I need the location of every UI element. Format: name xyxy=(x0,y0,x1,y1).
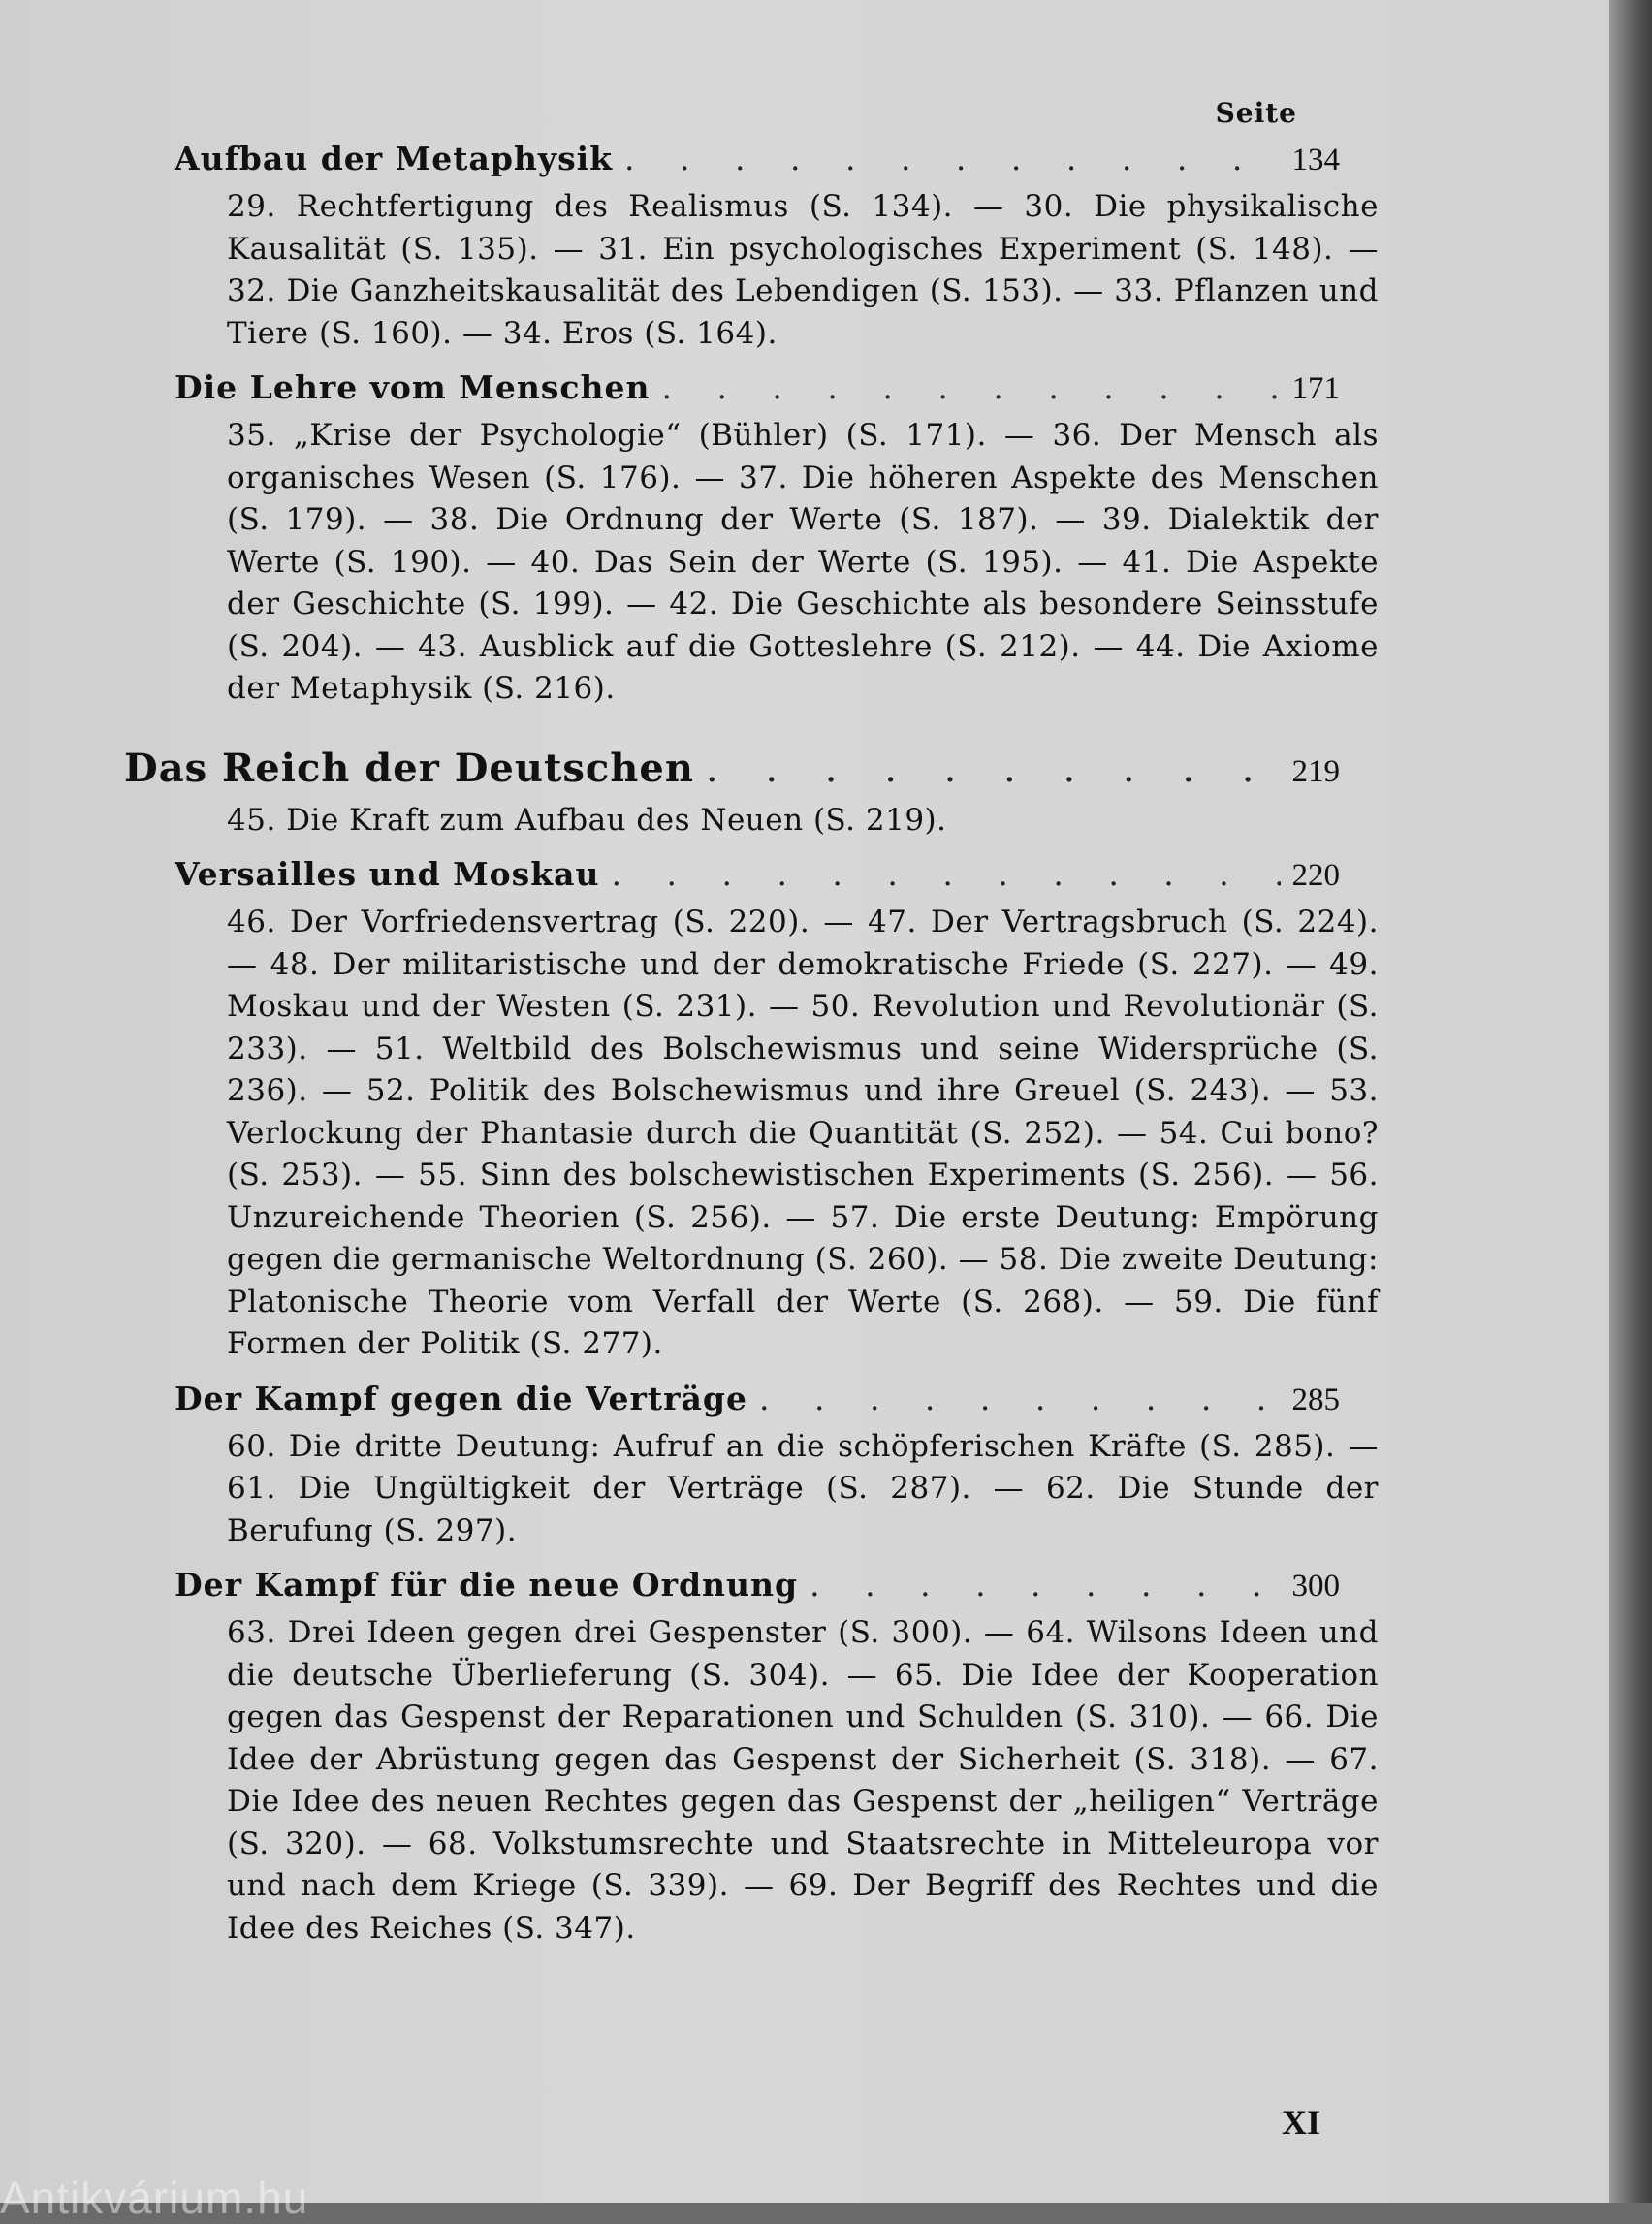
toc-heading-title: Aufbau der Metaphysik xyxy=(175,140,614,177)
page-folio: XI xyxy=(1282,2103,1321,2142)
toc-heading xyxy=(175,132,1340,186)
page-column-label: Seite xyxy=(1215,97,1297,129)
toc-entry-body: 60. Die dritte Deutung: Aufruf an die schöpferischen Kräfte (S. 285). — 61. Die Ungültigkeit der Verträge (S. 287). — 62. Die Stunde der Berufung (S. 297). xyxy=(227,1428,1379,1548)
toc-heading xyxy=(175,361,1340,415)
toc-entry-body: 63. Drei Ideen gegen drei Gespenster (S. 300). — 64. Wilsons Ideen und die deutsche Überlieferung (S. 304). — 65. Die Idee der Kooperation gegen das Gespenst der Reparationen und Schulden (S. 310). — 66. Die Idee der Abrüstung gegen das Gespenst der Sicherheit (S. 318). — 67. Die Idee des neuen Rechtes gegen das Gespenst der „heiligen“ Verträge (S. 320). — 68. Volkstumsrechte und Staatsrechte in Mitteleuropa vor und nach dem Kriege (S. 339). — 69. Der Begriff des Rechtes und die Idee des Reiches (S. 347). xyxy=(227,1615,1379,1946)
toc-heading-page: 285 xyxy=(1291,1382,1340,1417)
leader-dots xyxy=(612,847,1281,902)
book-binding-edge xyxy=(1609,0,1652,2203)
table-of-contents xyxy=(124,132,1379,1955)
toc-heading xyxy=(175,847,1340,902)
toc-part-title: Das Reich der Deutschen xyxy=(124,745,694,791)
toc-heading-page: 220 xyxy=(1291,858,1340,893)
toc-entry-body: 29. Rechtfertigung des Realismus (S. 134). — 30. Die physikalische Kausalität (S. 135). — 31. Ein psychologisches Experiment (S. 148). — 32. Die Ganzheitskausalität des Lebendigen (S. 153). — 33. Pflanzen und Tiere (S. 160). — 34. Eros (S. 164). xyxy=(227,189,1379,351)
leader-dots xyxy=(706,738,1281,800)
toc-part-page: 219 xyxy=(1291,753,1340,789)
toc-heading xyxy=(175,1558,1340,1612)
leader-dots xyxy=(810,1558,1280,1612)
toc-part-heading xyxy=(124,738,1340,800)
leader-dots xyxy=(624,132,1280,186)
toc-heading-page: 134 xyxy=(1291,143,1340,177)
toc-heading-page: 171 xyxy=(1291,371,1340,406)
toc-heading-title: Der Kampf gegen die Verträge xyxy=(175,1379,747,1417)
toc-entry-body: 46. Der Vorfriedensvertrag (S. 220). — 47. Der Vertragsbruch (S. 224). — 48. Der militaristische und der demokratische Friede (S. 227). — 49. Moskau und der Westen (S. 231). — 50. Revolution und Revolutionär (S. 233). — 51. Weltbild des Bolschewismus und seine Widersprüche (S. 236). — 52. Politik des Bolschewismus und ihre Greuel (S. 243). — 53. Verlockung der Phantasie durch die Quantität (S. 252). — 54. Cui bono? (S. 253). — 55. Sinn des bolschewistischen Experiments (S. 256). — 56. Unzureichende Theorien (S. 256). — 57. Die erste Deutung: Empörung gegen die germanische Weltordnung (S. 260). — 58. Die zweite Deutung: Platonische Theorie vom Verfall der Werte (S. 268). — 59. Die fünf Formen der Politik (S. 277). xyxy=(227,905,1379,1361)
leader-dots xyxy=(661,361,1280,415)
toc-heading-title: Die Lehre vom Menschen xyxy=(175,368,651,406)
toc-heading-title: Der Kampf für die neue Ordnung xyxy=(175,1566,799,1604)
toc-heading xyxy=(175,1372,1340,1426)
leader-dots xyxy=(759,1372,1281,1426)
toc-entry-body: 45. Die Kraft zum Aufbau des Neuen (S. 219). xyxy=(227,802,947,838)
watermark: Antikvárium.hu xyxy=(0,2173,309,2223)
toc-heading-page: 300 xyxy=(1291,1569,1340,1604)
toc-heading-title: Versailles und Moskau xyxy=(175,855,600,893)
toc-entry-body: 35. „Krise der Psychologie“ (Bühler) (S. 171). — 36. Der Mensch als organisches Wesen (S. 176). — 37. Die höheren Aspekte des Menschen (S. 179). — 38. Die Ordnung der Werte (S. 187). — 39. Dialektik der Werte (S. 190). — 40. Das Sein der Werte (S. 195). — 41. Die Aspekte der Geschichte (S. 199). — 42. Die Geschichte als besondere Seinsstufe (S. 204). — 43. Ausblick auf die Gotteslehre (S. 212). — 44. Die Axiome der Metaphysik (S. 216). xyxy=(227,418,1379,706)
